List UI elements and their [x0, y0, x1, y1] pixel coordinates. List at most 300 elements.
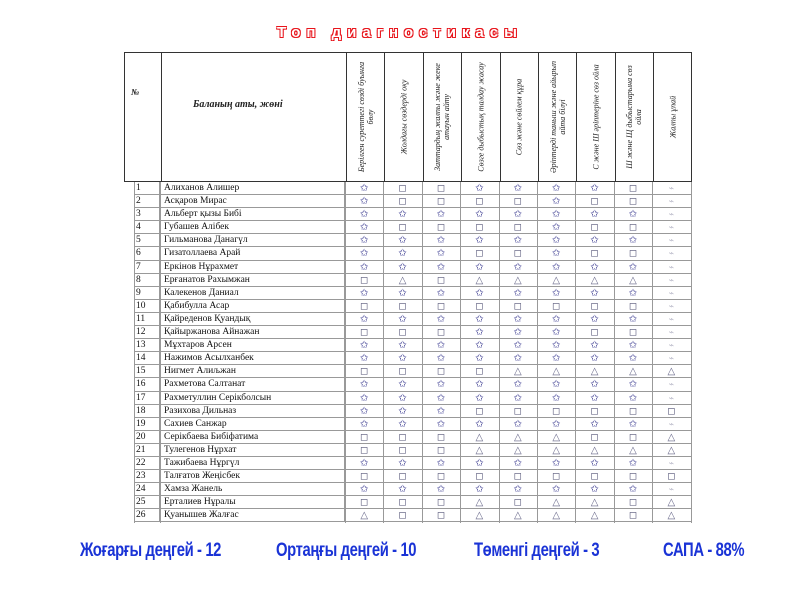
star-mark-icon: ✩ [590, 379, 599, 391]
square-mark-icon: ◻ [590, 405, 599, 417]
row-number: 8 [134, 274, 160, 287]
row-number: 17 [134, 392, 160, 405]
dash-mark-icon: ⌁ [668, 313, 675, 324]
square-mark-icon: ◻ [398, 510, 407, 522]
star-mark-icon: ✩ [360, 248, 369, 260]
star-mark-icon: ✩ [475, 261, 484, 273]
star-mark-icon: ✩ [590, 261, 599, 273]
square-mark-icon: ◻ [398, 444, 407, 456]
star-mark-icon: ✩ [475, 484, 484, 496]
triangle-mark-icon: △ [475, 444, 484, 456]
student-name: Қабибулла Асар [161, 300, 345, 313]
star-mark-icon: ✩ [360, 418, 369, 430]
star-mark-icon: ✩ [475, 418, 484, 430]
star-mark-icon: ✩ [513, 484, 522, 496]
triangle-mark-icon: △ [360, 510, 369, 522]
table-row [134, 483, 692, 496]
square-mark-icon: ◻ [398, 366, 407, 378]
page-title: Топ диагностикасы [277, 24, 523, 41]
square-mark-icon: ◻ [628, 327, 638, 339]
dash-mark-icon: ⌁ [668, 340, 675, 351]
square-mark-icon: ◻ [513, 196, 522, 208]
square-mark-icon: ◻ [398, 431, 407, 443]
star-mark-icon: ✩ [552, 209, 561, 221]
triangle-mark-icon: △ [475, 510, 484, 522]
star-mark-icon: ✩ [475, 313, 484, 325]
dash-mark-icon: ⌁ [668, 183, 675, 193]
row-number: 5 [134, 234, 160, 247]
square-mark-icon: ◻ [475, 222, 484, 234]
square-mark-icon: ◻ [436, 183, 446, 194]
student-name: Разихова Дильназ [161, 405, 345, 418]
table-row [134, 208, 692, 221]
triangle-mark-icon: △ [552, 497, 561, 509]
star-mark-icon: ✩ [436, 392, 446, 404]
square-mark-icon: ◻ [513, 471, 522, 483]
row-number: 16 [134, 378, 160, 391]
student-name: Ерталиев Нұралы [161, 496, 345, 509]
student-name: Ерғанатов Рахымжан [161, 274, 345, 287]
header-criterion [653, 53, 691, 181]
triangle-mark-icon: △ [475, 497, 484, 509]
row-number: 14 [134, 352, 160, 365]
square-mark-icon: ◻ [436, 196, 446, 208]
star-mark-icon: ✩ [475, 209, 484, 221]
star-mark-icon: ✩ [552, 418, 561, 430]
square-mark-icon: ◻ [667, 405, 676, 417]
triangle-mark-icon: △ [475, 274, 484, 286]
student-name: Еркінов Нұрахмет [161, 261, 345, 274]
criterion-label: С және Ш әріптеріне сөз ойла [591, 64, 601, 170]
triangle-mark-icon: △ [667, 431, 676, 443]
star-mark-icon: ✩ [436, 261, 446, 273]
square-mark-icon: ◻ [360, 366, 369, 378]
star-mark-icon: ✩ [552, 287, 561, 299]
star-mark-icon: ✩ [360, 353, 369, 365]
star-mark-icon: ✩ [475, 353, 484, 365]
table-row [134, 431, 692, 444]
square-mark-icon: ◻ [436, 444, 446, 456]
square-mark-icon: ◻ [475, 196, 484, 208]
triangle-mark-icon: △ [667, 444, 676, 456]
row-number: 23 [134, 470, 160, 483]
grid-line [422, 182, 423, 523]
student-name: Мұхтаров Арсен [161, 339, 345, 352]
star-mark-icon: ✩ [398, 340, 407, 352]
table-row [134, 405, 692, 418]
star-mark-icon: ✩ [513, 327, 522, 339]
table-row [134, 352, 692, 365]
star-mark-icon: ✩ [628, 287, 638, 299]
table-row [134, 287, 692, 300]
table-row [134, 457, 692, 470]
square-mark-icon: ◻ [667, 471, 676, 483]
student-name: Серікбаева Бибіфатима [161, 431, 345, 444]
student-name: Нажимов Асылханбек [161, 352, 345, 365]
triangle-mark-icon: △ [590, 444, 599, 456]
student-name: Тулегенов Нұрхат [161, 444, 345, 457]
star-mark-icon: ✩ [628, 392, 638, 404]
star-mark-icon: ✩ [628, 261, 638, 273]
triangle-mark-icon: △ [513, 510, 522, 522]
table-row [134, 182, 692, 195]
square-mark-icon: ◻ [628, 248, 638, 260]
star-mark-icon: ✩ [628, 353, 638, 365]
star-mark-icon: ✩ [436, 484, 446, 496]
star-mark-icon: ✩ [590, 313, 599, 325]
criterion-label: Сөзге дыбыстық талдау жасау [476, 62, 486, 172]
star-mark-icon: ✩ [590, 287, 599, 299]
star-mark-icon: ✩ [513, 353, 522, 365]
triangle-mark-icon: △ [513, 274, 522, 286]
triangle-mark-icon: △ [552, 431, 561, 443]
grid-line [160, 182, 161, 523]
table-row [134, 418, 692, 431]
header-criterion [500, 53, 538, 181]
square-mark-icon: ◻ [360, 431, 369, 443]
star-mark-icon: ✩ [552, 379, 561, 391]
criterion-label: Ш және Щ дыбыстарына сөз ойла [625, 65, 644, 169]
star-mark-icon: ✩ [360, 287, 369, 299]
criterion-label: Әріптерді таныш және айырып айта білуі [548, 61, 567, 173]
row-number: 13 [134, 339, 160, 352]
square-mark-icon: ◻ [360, 497, 369, 509]
star-mark-icon: ✩ [436, 457, 446, 469]
dash-mark-icon: ⌁ [668, 274, 675, 285]
row-number: 6 [134, 247, 160, 260]
triangle-mark-icon: △ [552, 444, 561, 456]
star-mark-icon: ✩ [590, 353, 599, 365]
table-row [134, 444, 692, 457]
grid-line [383, 182, 384, 523]
star-mark-icon: ✩ [628, 379, 638, 391]
row-number: 25 [134, 496, 160, 509]
star-mark-icon: ✩ [628, 313, 638, 325]
dash-mark-icon: ⌁ [668, 287, 675, 298]
row-number: 26 [134, 509, 160, 522]
square-mark-icon: ◻ [475, 300, 484, 312]
star-mark-icon: ✩ [590, 209, 599, 221]
star-mark-icon: ✩ [436, 379, 446, 391]
grid-line [575, 182, 576, 523]
triangle-mark-icon: △ [475, 431, 484, 443]
dash-mark-icon: ⌁ [668, 300, 675, 311]
star-mark-icon: ✩ [475, 392, 484, 404]
triangle-mark-icon: △ [552, 510, 561, 522]
star-mark-icon: ✩ [398, 287, 407, 299]
triangle-mark-icon: △ [629, 366, 637, 378]
table-row [134, 496, 692, 509]
star-mark-icon: ✩ [590, 457, 599, 469]
star-mark-icon: ✩ [360, 405, 369, 417]
student-name: Гильманова Данагүл [161, 234, 345, 247]
student-name: Хамза Жанель [161, 483, 345, 496]
student-name: Гизатоллаева Арай [161, 247, 345, 260]
star-mark-icon: ✩ [398, 235, 407, 247]
square-mark-icon: ◻ [436, 510, 446, 522]
square-mark-icon: ◻ [436, 471, 446, 483]
star-mark-icon: ✩ [513, 235, 522, 247]
star-mark-icon: ✩ [475, 235, 484, 247]
row-number: 3 [134, 208, 160, 221]
square-mark-icon: ◻ [398, 222, 407, 234]
header-criterion [423, 53, 461, 181]
grid-line [499, 182, 500, 523]
grid-line [652, 182, 653, 523]
student-name: Альберт қызы Бибі [161, 208, 345, 221]
dash-mark-icon: ⌁ [668, 418, 675, 429]
triangle-mark-icon: △ [667, 510, 676, 522]
star-mark-icon: ✩ [475, 340, 484, 352]
student-name: Рахметуллин Серікболсын [161, 392, 345, 405]
grid-line [460, 182, 461, 523]
star-mark-icon: ✩ [436, 313, 446, 325]
square-mark-icon: ◻ [436, 274, 446, 286]
triangle-mark-icon: △ [513, 366, 522, 378]
star-mark-icon: ✩ [398, 209, 407, 221]
dash-mark-icon: ⌁ [668, 196, 675, 207]
star-mark-icon: ✩ [513, 287, 522, 299]
square-mark-icon: ◻ [475, 366, 484, 378]
student-name: Калекенов Даниал [161, 287, 345, 300]
row-number: 24 [134, 483, 160, 496]
student-name: Тажибаева Нұргүл [161, 457, 345, 470]
star-mark-icon: ✩ [475, 287, 484, 299]
table-body [134, 182, 692, 522]
student-name: Губашев Алібек [161, 221, 345, 234]
summary-low-level: Төменгі деңгей - 3 [474, 540, 600, 561]
star-mark-icon: ✩ [552, 248, 561, 260]
dash-mark-icon: ⌁ [668, 484, 675, 495]
square-mark-icon: ◻ [628, 510, 638, 522]
square-mark-icon: ◻ [552, 405, 561, 417]
student-name: Асқаров Мирас [161, 195, 345, 208]
star-mark-icon: ✩ [552, 313, 561, 325]
triangle-mark-icon: △ [629, 274, 637, 286]
star-mark-icon: ✩ [360, 222, 369, 234]
star-mark-icon: ✩ [590, 235, 599, 247]
star-mark-icon: ✩ [436, 209, 446, 221]
row-number: 11 [134, 313, 160, 326]
summary-high-level: Жоғарғы деңгей - 12 [80, 540, 222, 561]
star-mark-icon: ✩ [513, 183, 522, 194]
square-mark-icon: ◻ [398, 196, 407, 208]
triangle-mark-icon: △ [590, 497, 599, 509]
square-mark-icon: ◻ [513, 300, 522, 312]
triangle-mark-icon: △ [629, 444, 637, 456]
triangle-mark-icon: △ [552, 274, 561, 286]
row-number: 9 [134, 287, 160, 300]
square-mark-icon: ◻ [590, 471, 599, 483]
square-mark-icon: ◻ [628, 183, 638, 194]
star-mark-icon: ✩ [513, 313, 522, 325]
star-mark-icon: ✩ [475, 183, 484, 194]
student-name: Қайреденов Қуандық [161, 313, 345, 326]
header-criterion [576, 53, 614, 181]
square-mark-icon: ◻ [513, 497, 522, 509]
star-mark-icon: ✩ [552, 392, 561, 404]
star-mark-icon: ✩ [590, 392, 599, 404]
header-criterion [384, 53, 422, 181]
star-mark-icon: ✩ [628, 209, 638, 221]
table-row [134, 195, 692, 208]
star-mark-icon: ✩ [513, 418, 522, 430]
square-mark-icon: ◻ [475, 248, 484, 260]
table-row [134, 221, 692, 234]
square-mark-icon: ◻ [475, 405, 484, 417]
star-mark-icon: ✩ [475, 457, 484, 469]
square-mark-icon: ◻ [590, 222, 599, 234]
triangle-mark-icon: △ [590, 366, 599, 378]
star-mark-icon: ✩ [552, 327, 561, 339]
row-number: 20 [134, 431, 160, 444]
header-criterion [615, 53, 653, 181]
header-criterion [346, 53, 384, 181]
triangle-mark-icon: △ [398, 274, 407, 286]
star-mark-icon: ✩ [436, 340, 446, 352]
header-divider [161, 53, 162, 181]
star-mark-icon: ✩ [360, 235, 369, 247]
table-row [134, 509, 692, 522]
square-mark-icon: ◻ [552, 471, 561, 483]
square-mark-icon: ◻ [360, 471, 369, 483]
dash-mark-icon: ⌁ [668, 379, 675, 390]
student-name: Нигмет Алиљжан [161, 365, 345, 378]
dash-mark-icon: ⌁ [668, 248, 675, 259]
triangle-mark-icon: △ [590, 510, 599, 522]
triangle-mark-icon: △ [667, 366, 676, 378]
star-mark-icon: ✩ [590, 183, 599, 194]
square-mark-icon: ◻ [552, 300, 561, 312]
star-mark-icon: ✩ [398, 405, 407, 417]
student-name: Сахиев Санжар [161, 418, 345, 431]
square-mark-icon: ◻ [398, 471, 407, 483]
star-mark-icon: ✩ [552, 261, 561, 273]
star-mark-icon: ✩ [513, 261, 522, 273]
star-mark-icon: ✩ [360, 340, 369, 352]
star-mark-icon: ✩ [552, 457, 561, 469]
square-mark-icon: ◻ [513, 248, 522, 260]
square-mark-icon: ◻ [628, 222, 638, 234]
star-mark-icon: ✩ [628, 418, 638, 430]
star-mark-icon: ✩ [436, 287, 446, 299]
square-mark-icon: ◻ [628, 196, 638, 208]
table-row [134, 339, 692, 352]
triangle-mark-icon: △ [513, 431, 522, 443]
star-mark-icon: ✩ [513, 209, 522, 221]
grid-line [134, 182, 135, 523]
square-mark-icon: ◻ [360, 274, 369, 286]
star-mark-icon: ✩ [398, 484, 407, 496]
table-row [134, 234, 692, 247]
star-mark-icon: ✩ [513, 392, 522, 404]
star-mark-icon: ✩ [436, 248, 446, 260]
row-number: 15 [134, 365, 160, 378]
square-mark-icon: ◻ [475, 471, 484, 483]
row-number: 19 [134, 418, 160, 431]
summary-quality: САПА - 88% [663, 540, 745, 561]
header-criterion [538, 53, 576, 181]
square-mark-icon: ◻ [513, 222, 522, 234]
square-mark-icon: ◻ [590, 196, 599, 208]
star-mark-icon: ✩ [552, 353, 561, 365]
dash-mark-icon: ⌁ [668, 261, 675, 272]
student-name: Алиханов Алишер [161, 182, 345, 195]
star-mark-icon: ✩ [360, 196, 369, 208]
star-mark-icon: ✩ [398, 457, 407, 469]
square-mark-icon: ◻ [360, 300, 369, 312]
square-mark-icon: ◻ [628, 431, 638, 443]
star-mark-icon: ✩ [552, 183, 561, 194]
star-mark-icon: ✩ [513, 379, 522, 391]
star-mark-icon: ✩ [552, 340, 561, 352]
star-mark-icon: ✩ [590, 418, 599, 430]
star-mark-icon: ✩ [436, 235, 446, 247]
square-mark-icon: ◻ [436, 366, 446, 378]
star-mark-icon: ✩ [360, 261, 369, 273]
star-mark-icon: ✩ [398, 392, 407, 404]
square-mark-icon: ◻ [436, 497, 446, 509]
star-mark-icon: ✩ [552, 222, 561, 234]
star-mark-icon: ✩ [360, 209, 369, 221]
square-mark-icon: ◻ [436, 431, 446, 443]
square-mark-icon: ◻ [436, 300, 446, 312]
criterion-label: Сөз және сөйлем құра [514, 78, 524, 156]
dash-mark-icon: ⌁ [668, 392, 675, 403]
star-mark-icon: ✩ [398, 248, 407, 260]
grid-line [614, 182, 615, 523]
star-mark-icon: ✩ [590, 484, 599, 496]
row-number: 10 [134, 300, 160, 313]
table-row [134, 300, 692, 313]
student-name: Талғатов Жеңісбек [161, 470, 345, 483]
triangle-mark-icon: △ [552, 366, 561, 378]
star-mark-icon: ✩ [360, 379, 369, 391]
table-row [134, 470, 692, 483]
square-mark-icon: ◻ [513, 405, 522, 417]
row-number: 21 [134, 444, 160, 457]
square-mark-icon: ◻ [628, 300, 638, 312]
diagnostic-table [124, 52, 692, 524]
dash-mark-icon: ⌁ [668, 327, 675, 338]
star-mark-icon: ✩ [552, 196, 561, 208]
square-mark-icon: ◻ [398, 327, 407, 339]
student-name: Қуанышев Жалғас [161, 509, 345, 522]
star-mark-icon: ✩ [360, 183, 369, 194]
star-mark-icon: ✩ [628, 484, 638, 496]
criterion-label: Жалпы ұпай [668, 95, 678, 139]
criterion-label: Жолдағы сөздерді оқу [399, 79, 409, 155]
header-criterion [461, 53, 499, 181]
row-number: 4 [134, 221, 160, 234]
square-mark-icon: ◻ [628, 497, 638, 509]
student-name: Рахметова Салтанат [161, 378, 345, 391]
square-mark-icon: ◻ [628, 471, 638, 483]
row-number: 1 [134, 182, 160, 195]
square-mark-icon: ◻ [398, 497, 407, 509]
star-mark-icon: ✩ [628, 340, 638, 352]
star-mark-icon: ✩ [475, 327, 484, 339]
square-mark-icon: ◻ [590, 248, 599, 260]
square-mark-icon: ◻ [590, 300, 599, 312]
star-mark-icon: ✩ [398, 353, 407, 365]
star-mark-icon: ✩ [628, 457, 638, 469]
summary-mid-level: Ортаңғы деңгей - 10 [276, 540, 417, 561]
star-mark-icon: ✩ [436, 418, 446, 430]
dash-mark-icon: ⌁ [668, 209, 675, 220]
criterion-label: Заттардың жалпы және жеке атауын айту [433, 63, 452, 171]
triangle-mark-icon: △ [513, 444, 522, 456]
